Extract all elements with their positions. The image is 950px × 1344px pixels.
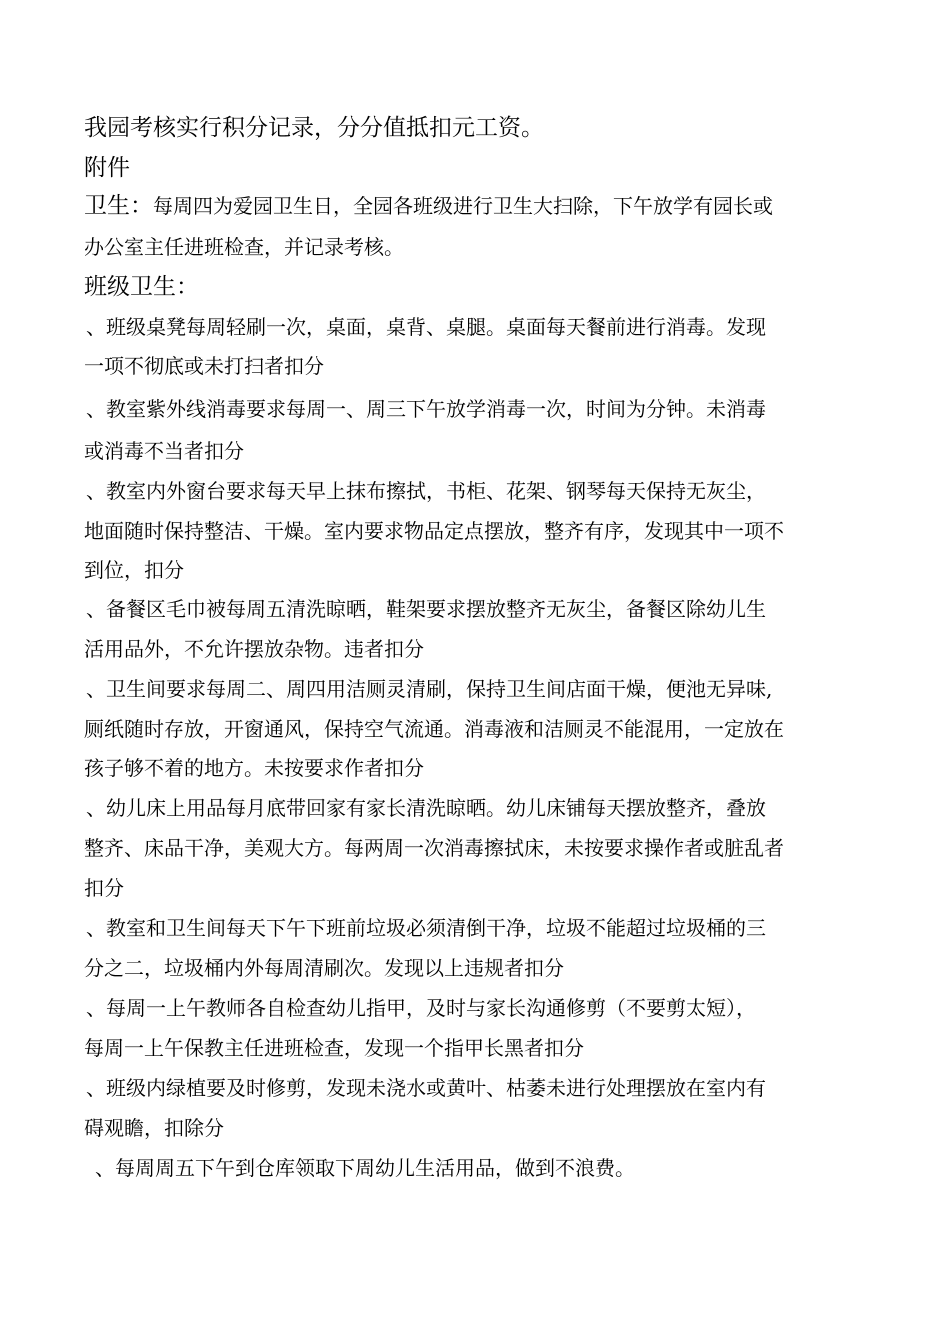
attachment-label: 附件 (84, 155, 130, 181)
list-item-3-line-3: 到位，扣分 (84, 558, 184, 582)
list-item-1-line-1: 、班级桌凳每周轻刷一次，桌面，桌背、桌腿。桌面每天餐前进行消毒。发现 (86, 315, 766, 339)
list-item-10-line-1: 、每周周五下午到仓库领取下周幼儿生活用品，做到不浪费。 (95, 1156, 635, 1180)
list-item-1-line-2: 一项不彻底或未打扫者扣分 (84, 354, 324, 378)
list-item-9-line-2: 碍观瞻，扣除分 (84, 1116, 224, 1140)
list-item-7-line-1: 、教室和卫生间每天下午下班前垃圾必须清倒干净，垃圾不能超过垃圾桶的三 (86, 916, 766, 940)
list-item-4-line-2: 活用品外，不允许摆放杂物。违者扣分 (84, 637, 424, 661)
list-item-9-line-1: 、班级内绿植要及时修剪，发现未浇水或黄叶、枯萎未进行处理摆放在室内有 (86, 1076, 766, 1100)
list-item-5-line-3: 孩子够不着的地方。未按要求作者扣分 (84, 756, 424, 780)
class-hygiene-heading: 班级卫生： (84, 274, 199, 300)
list-item-3-line-1: 、教室内外窗台要求每天早上抹布擦拭，书柜、花架、钢琴每天保持无灰尘， (86, 479, 766, 503)
list-item-4-line-1: 、备餐区毛巾被每周五清洗晾晒，鞋架要求摆放整齐无灰尘，备餐区除幼儿生 (86, 597, 766, 621)
list-item-6-line-3: 扣分 (84, 876, 124, 900)
hygiene-text-1: 每周四为爱园卫生日，全园各班级进行卫生大扫除，下午放学有园长或 (153, 194, 773, 218)
list-item-5-line-1: 、卫生间要求每周二、周四用洁厕灵清刷，保持卫生间店面干燥，便池无异味, (86, 677, 773, 701)
list-item-2-line-1: 、教室紫外线消毒要求每周一、周三下午放学消毒一次，时间为分钟。未消毒 (86, 397, 766, 421)
list-item-8-line-1: 、每周一上午教师各自检查幼儿指甲，及时与家长沟通修剪（不要剪太短）， (86, 996, 756, 1020)
list-item-3-line-2: 地面随时保持整洁、干燥。室内要求物品定点摆放，整齐有序，发现其中一项不 (84, 519, 784, 543)
list-item-2-line-2: 或消毒不当者扣分 (84, 439, 244, 463)
list-item-7-line-2: 分之二，垃圾桶内外每周清刷次。发现以上违规者扣分 (84, 956, 564, 980)
hygiene-paragraph-line-1 (84, 193, 773, 219)
list-item-6-line-1: 、幼儿床上用品每月底带回家有家长清洗晾晒。幼儿床铺每天摆放整齐，叠放 (86, 796, 766, 820)
list-item-5-line-2: 厕纸随时存放，开窗通风，保持空气流通。消毒液和洁厕灵不能混用，一定放在 (84, 717, 784, 741)
hygiene-heading: 卫生： (84, 193, 153, 219)
list-item-8-line-2: 每周一上午保教主任进班检查，发现一个指甲长黑者扣分 (84, 1036, 584, 1060)
list-item-6-line-2: 整齐、床品干净，美观大方。每两周一次消毒擦拭床，未按要求操作者或脏乱者 (84, 836, 784, 860)
intro-paragraph: 我园考核实行积分记录，分分值抵扣元工资。 (84, 115, 544, 141)
hygiene-paragraph-line-2: 办公室主任进班检查，并记录考核。 (84, 235, 404, 259)
